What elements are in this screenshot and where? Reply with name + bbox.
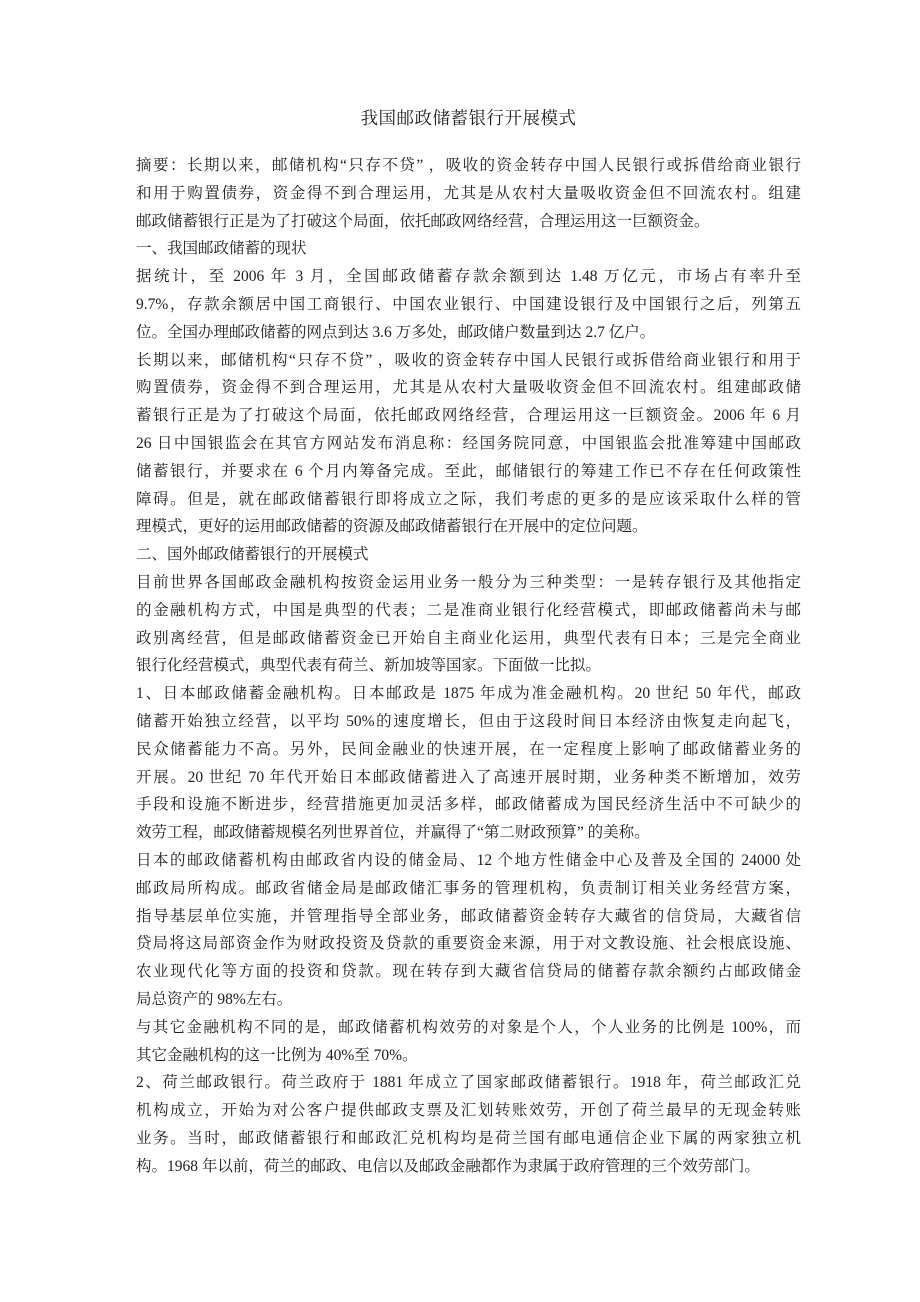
text-line: 的金融机构方式，中国是典型的代表；二是准商业银行化经营模式，即邮政储蓄尚未与邮 <box>136 601 801 619</box>
text-line: 民众储蓄能力不高。另外，民间金融业的快速开展，在一定程度上影响了邮政储蓄业务的 <box>136 740 801 758</box>
text-line: 机构成立，开始为对公客户提供邮政支票及汇划转账效劳，开创了荷兰最早的无现金转账 <box>136 1102 801 1120</box>
text-line: 贷局将这局部资金作为财政投资及贷款的重要资金来源，用于对文教设施、社会根底设施、 <box>136 935 801 953</box>
text-line: 蓄银行正是为了打破这个局面，依托邮政网络经营，合理运用这一巨额资金。2006 年 6 月 <box>136 407 801 425</box>
text-line: 2、荷兰邮政银行。荷兰政府于 1881 年成立了国家邮政储蓄银行。1918 年，荷兰邮政汇兑 <box>136 1074 801 1092</box>
text-line: 指导基层单位实施，并管理指导全部业务，邮政储蓄资金转存大藏省的信贷局，大藏省信 <box>136 907 801 925</box>
document-body <box>136 152 801 1180</box>
text-line: 手段和设施不断进步，经营措施更加灵活多样，邮政储蓄成为国民经济生活中不可缺少的 <box>136 796 801 814</box>
text-line: 位。全国办理邮政储蓄的网点到达 3.6 万多处，邮政储户数量到达 2.7 亿户。 <box>136 323 656 341</box>
text-line: 业务。当时，邮政储蓄银行和邮政汇兑机构均是荷兰国有邮电通信企业下属的两家独立机 <box>136 1129 801 1147</box>
text-line: 理模式，更好的运用邮政储蓄的资源及邮政储蓄银行在开展中的定位问题。 <box>136 518 648 536</box>
text-line: 1、日本邮政储蓄金融机构。日本邮政是 1875 年成为准金融机构。20 世纪 50 年代，邮政 <box>136 685 801 703</box>
text-line: 日本的邮政储蓄机构由邮政省内设的储金局、12 个地方性储金中心及普及全国的 24000 处 <box>136 851 801 869</box>
text-line: 开展。20 世纪 70 年代开始日本邮政储蓄进入了高速开展时期，业务种类不断增加，效劳 <box>136 768 801 786</box>
text-line: 邮政局所构成。邮政省储金局是邮政储汇事务的管理机构，负责制订相关业务经营方案， <box>136 879 801 897</box>
text-line: 障碍。但是，就在邮政储蓄银行即将成立之际，我们考虑的更多的是应该采取什么样的管 <box>136 490 801 508</box>
text-line: 储蓄开始独立经营，以平均 50%的速度增长，但由于这段时间日本经济由恢复走向起飞， <box>136 712 801 730</box>
text-line: 9.7%，存款余额居中国工商银行、中国农业银行、中国建设银行及中国银行之后，列第五 <box>136 295 801 313</box>
text-line: 邮政储蓄银行正是为了打破这个局面，依托邮政网络经营，合理运用这一巨额资金。 <box>136 212 710 230</box>
text-line: 和用于购置债券，资金得不到合理运用，尤其是从农村大量吸收资金但不回流农村。组建 <box>136 184 801 202</box>
text-line: 26 日中国银监会在其官方网站发布消息称：经国务院同意，中国银监会批准筹建中国邮政 <box>136 434 801 452</box>
text-line: 长期以来，邮储机构“只存不贷” ，吸收的资金转存中国人民银行或拆借给商业银行和用于 <box>136 351 801 369</box>
text-line: 其它金融机构的这一比例为 40%至 70%。 <box>136 1046 418 1064</box>
section-heading: 一、我国邮政储蓄的现状 <box>136 240 307 258</box>
text-line: 摘要：长期以来，邮储机构“只存不贷” ，吸收的资金转存中国人民银行或拆借给商业银行 <box>136 157 801 174</box>
document-title: 我国邮政储蓄银行开展模式 <box>360 108 577 128</box>
text-line: 与其它金融机构不同的是，邮政储蓄机构效劳的对象是个人，个人业务的比例是 100%，而 <box>136 1018 801 1036</box>
text-line: 农业现代化等方面的投资和贷款。现在转存到大藏省信贷局的储蓄存款余额约占邮政储金 <box>136 963 801 981</box>
text-line: 效劳工程，邮政储蓄规模名列世界首位，并赢得了“第二财政预算” 的美称。 <box>136 824 650 842</box>
text-line: 目前世界各国邮政金融机构按资金运用业务一般分为三种类型：一是转存银行及其他指定 <box>136 573 801 591</box>
text-line: 政别离经营，但是邮政储蓄资金已开始自主商业化运用，典型代表有日本；三是完全商业 <box>136 629 801 647</box>
text-line: 银行化经营模式，典型代表有荷兰、新加坡等国家。下面做一比拟。 <box>136 657 602 675</box>
text-line: 构。1968 年以前，荷兰的邮政、电信以及邮政金融都作为隶属于政府管理的三个效劳部门。 <box>136 1157 760 1175</box>
text-line: 储蓄银行，并要求在 6 个月内筹备完成。至此，邮储银行的筹建工作已不存在任何政策性 <box>136 462 801 480</box>
document-content <box>136 104 801 1180</box>
text-line: 局总资产的 98%左右。 <box>136 990 293 1008</box>
text-line: 据统计，至 2006 年 3 月，全国邮政储蓄存款余额到达 1.48 万亿元，市场占有率升至 <box>136 268 801 286</box>
text-line: 购置债券，资金得不到合理运用，尤其是从农村大量吸收资金但不回流农村。组建邮政储 <box>136 379 801 397</box>
section-heading: 二、国外邮政储蓄银行的开展模式 <box>136 546 369 564</box>
